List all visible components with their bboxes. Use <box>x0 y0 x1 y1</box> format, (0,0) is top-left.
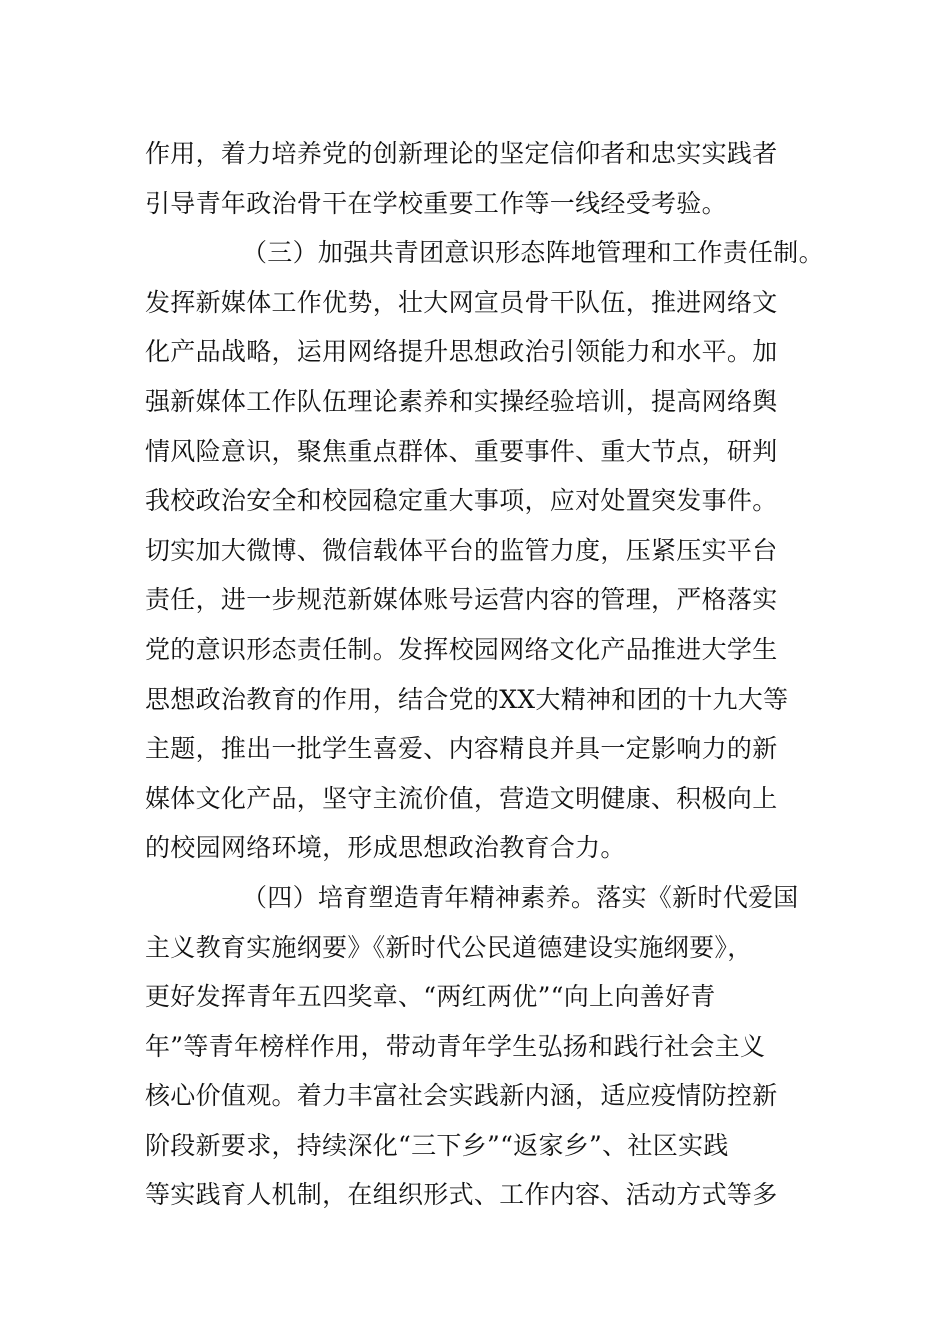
text-line: 思想政治教育的作用，结合党的XX大精神和团的十九大等 <box>145 684 789 714</box>
text-line: 我校政治安全和校园稳定重大事项，应对处置突发事件。 <box>145 486 778 516</box>
text-line: 党的意识形态责任制。发挥校园网络文化产品推进大学生 <box>145 634 778 664</box>
text-line: 年”等青年榜样作用，带动青年学生弘扬和践行社会主义 <box>145 1031 766 1061</box>
text-line: 强新媒体工作队伍理论素养和实操经验培训，提高网络舆 <box>145 386 778 416</box>
text-line: 引导青年政治骨干在学校重要工作等一线经受考验。 <box>145 188 727 218</box>
text-line: 作用，着力培养党的创新理论的坚定信仰者和忠实实践者 <box>145 139 778 168</box>
text-line: 化产品战略，运用网络提升思想政治引领能力和水平。加 <box>145 337 778 367</box>
text-line: 情风险意识，聚焦重点群体、重要事件、重大节点，研判 <box>145 436 778 466</box>
text-line: 主题，推出一批学生喜爱、内容精良并具一定影响力的新 <box>145 734 778 764</box>
text-line: 发挥新媒体工作优势，壮大网宣员骨干队伍，推进网络文 <box>145 287 778 317</box>
text-line: 的校园网络环境，形成思想政治教育合力。 <box>145 833 626 863</box>
text-line: 等实践育人机制，在组织形式、工作内容、活动方式等多 <box>145 1180 778 1210</box>
text-line: 更好发挥青年五四奖章、“两红两优”“向上向善好青 <box>145 982 716 1012</box>
section-heading-4: （四）培育塑造青年精神素养。落实《新时代爱国 <box>242 882 799 912</box>
text-line: 阶段新要求，持续深化“三下乡”“返家乡”、社区实践 <box>145 1130 729 1160</box>
text-line: 切实加大微博、微信载体平台的监管力度，压紧压实平台 <box>145 535 778 565</box>
text-line: 核心价值观。着力丰富社会实践新内涵，适应疫情防控新 <box>145 1081 778 1111</box>
text-line: 责任，进一步规范新媒体账号运营内容的管理，严格落实 <box>145 585 778 615</box>
text-line: 主义教育实施纲要》《新时代公民道德建设实施纲要》， <box>145 932 753 962</box>
section-heading-3: （三）加强共青团意识形态阵地管理和工作责任制。 <box>242 238 824 268</box>
text-line: 媒体文化产品，坚守主流价值，营造文明健康、积极向上 <box>145 783 778 813</box>
body-text <box>145 129 845 1220</box>
